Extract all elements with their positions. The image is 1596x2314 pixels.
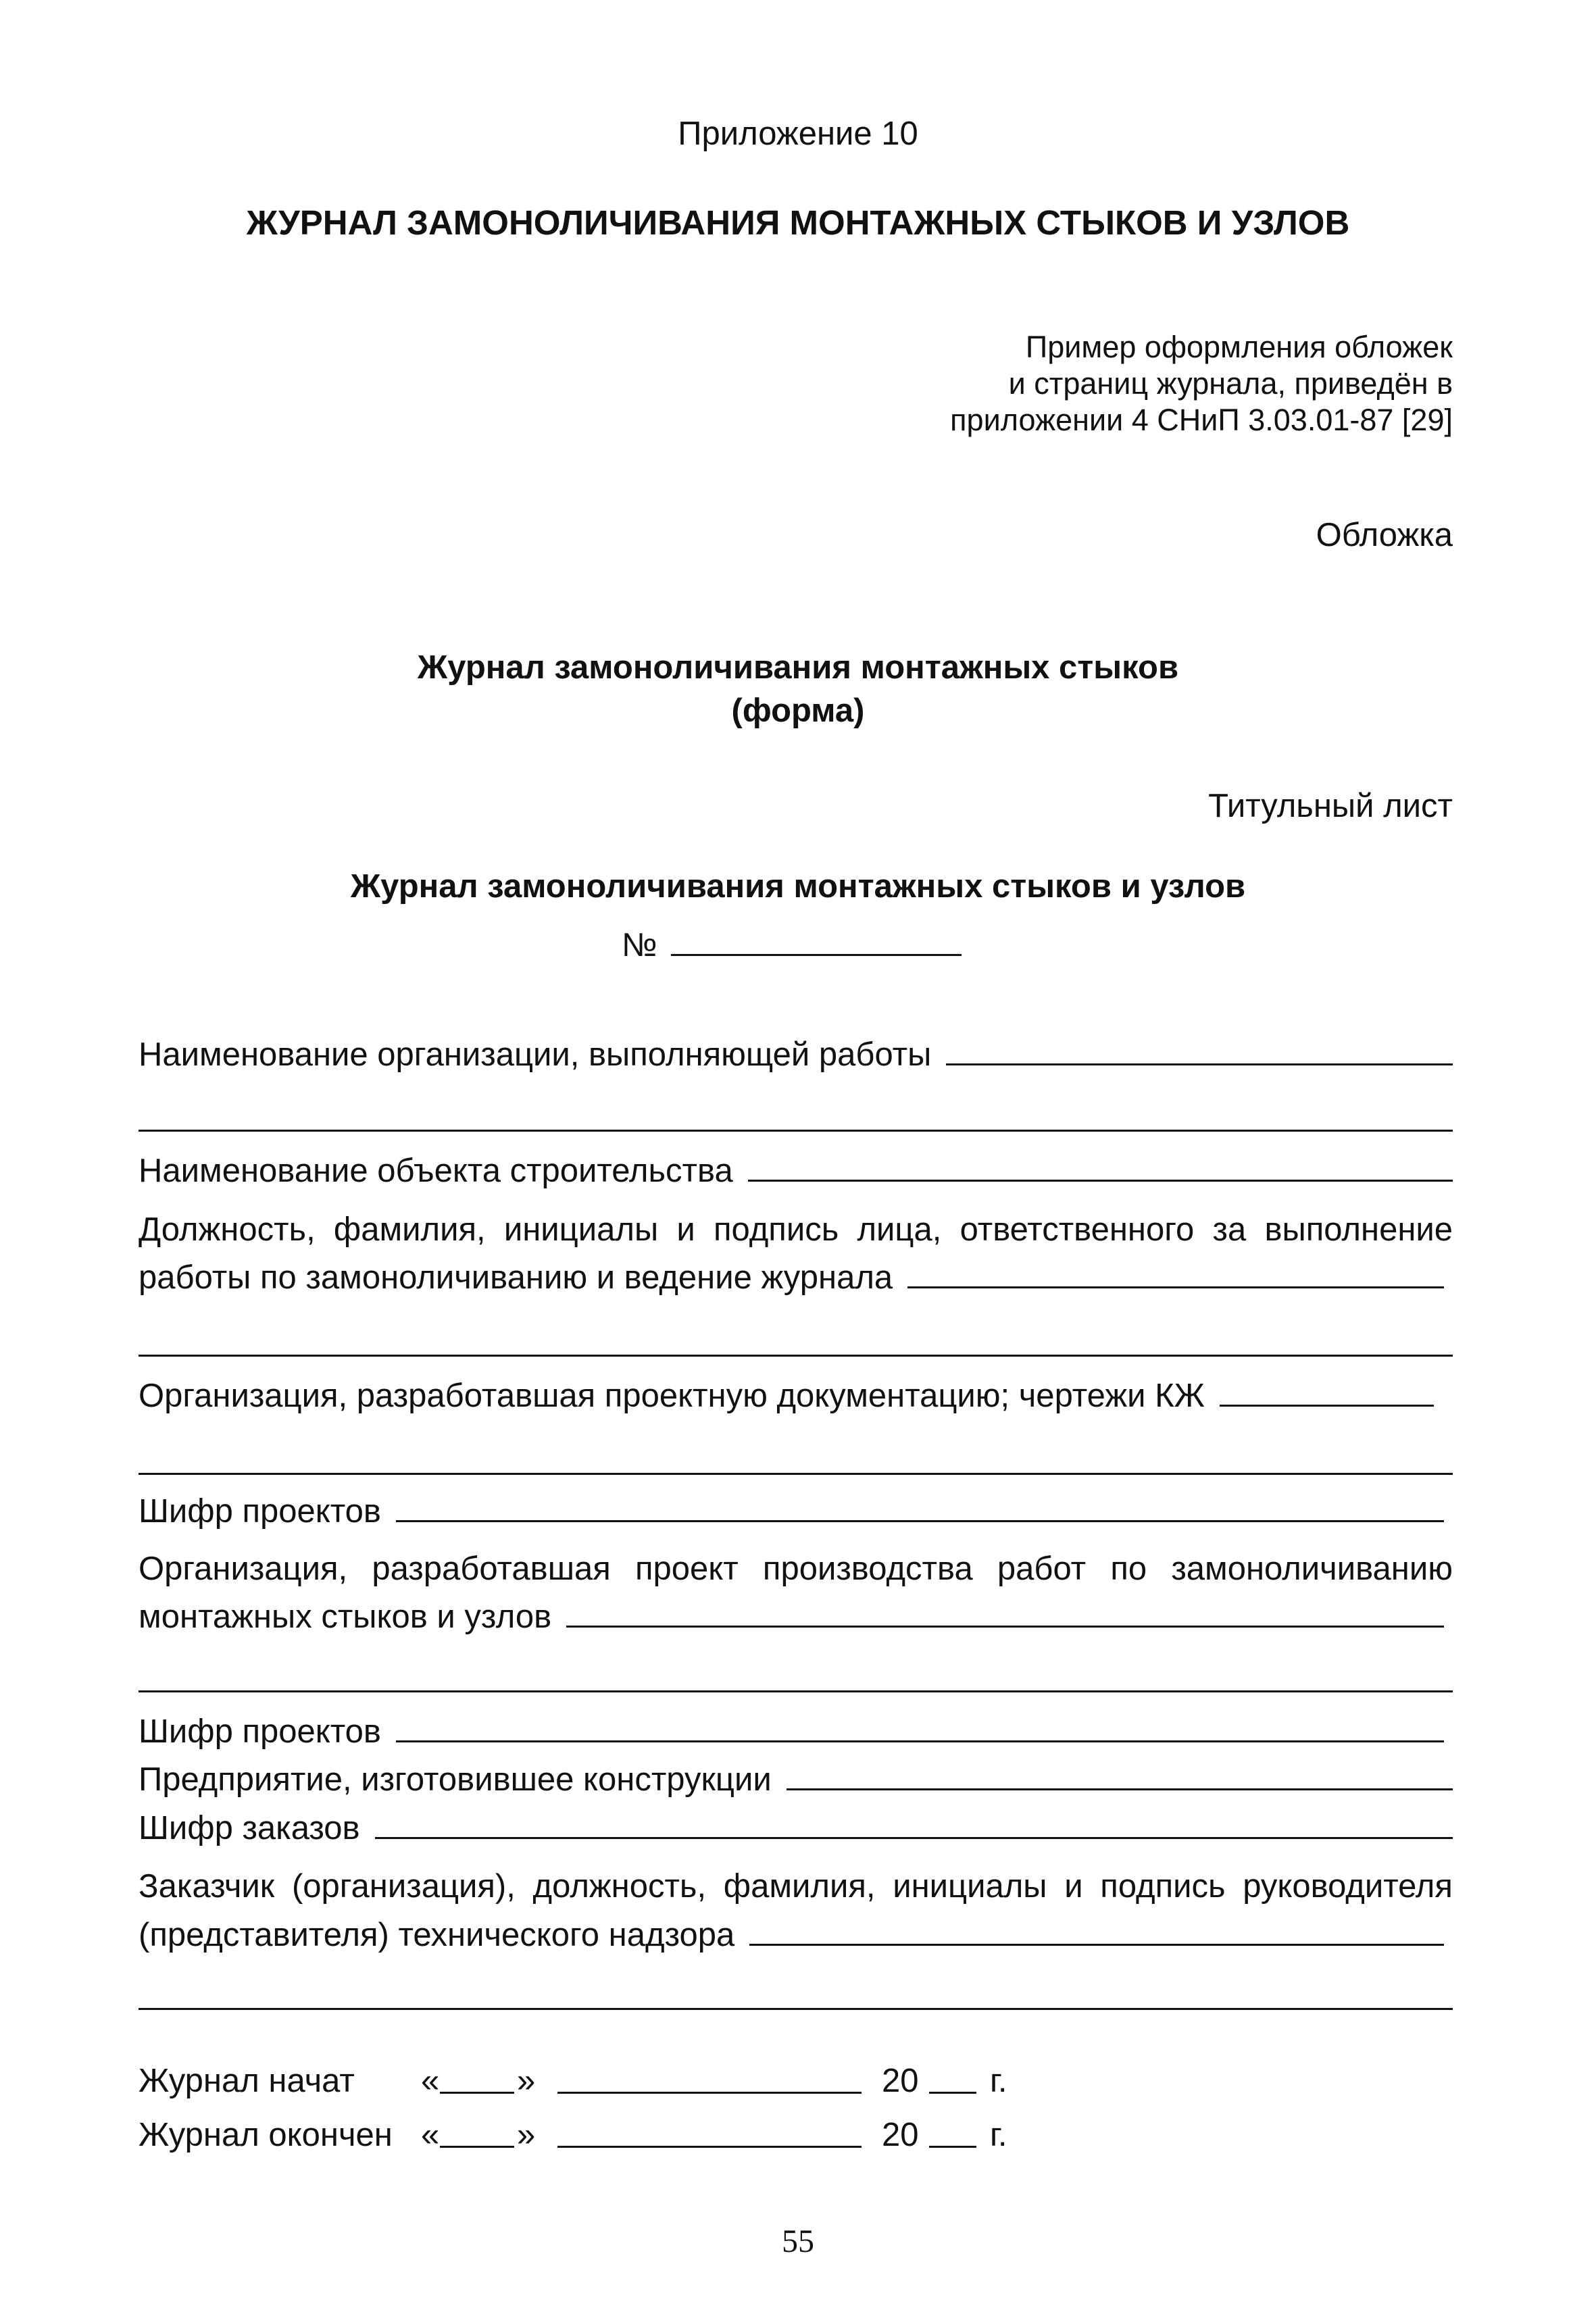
- manufacturer-blank[interactable]: [787, 1759, 1453, 1790]
- close-quote: »: [517, 2117, 536, 2153]
- started-label: Журнал начат: [139, 2063, 355, 2099]
- cover-label: Обложка: [1316, 517, 1453, 553]
- word: по: [1110, 1551, 1147, 1587]
- open-quote: «: [421, 2117, 440, 2153]
- started-month-blank[interactable]: [557, 2061, 862, 2094]
- word: разработавшая: [372, 1551, 611, 1587]
- ppr-org-blank[interactable]: [566, 1596, 1444, 1628]
- customer-line-1: [139, 1866, 1453, 1907]
- word: лица,: [857, 1211, 942, 1248]
- customer-label: (представителя) технического надзора: [139, 1917, 735, 1953]
- word: производства: [762, 1551, 973, 1587]
- manufacturer-label: Предприятие, изготовившее конструкции: [139, 1761, 772, 1798]
- project-code-1-field: [139, 1490, 1444, 1532]
- responsible-line-1: [139, 1209, 1453, 1250]
- number-sign: №: [622, 927, 657, 963]
- design-org-field: [139, 1375, 1434, 1416]
- object-name-field: [139, 1150, 1453, 1191]
- word: Должность,: [139, 1211, 316, 1248]
- note-line-2: и страниц журнала, приведён в: [1008, 366, 1453, 401]
- open-quote: «: [421, 2063, 440, 2099]
- word: и: [1064, 1868, 1083, 1905]
- project-code-1-label: Шифр проектов: [139, 1493, 381, 1530]
- design-org-extra-line[interactable]: [139, 1473, 1453, 1475]
- word: замоноличиванию: [1171, 1551, 1453, 1587]
- responsible-field: [139, 1257, 1444, 1298]
- responsible-blank[interactable]: [907, 1257, 1444, 1288]
- year-suffix: г.: [990, 2063, 1007, 2099]
- journal-finished-row: [139, 2115, 1084, 2155]
- word: работ: [997, 1551, 1087, 1587]
- year-prefix: 20: [882, 2063, 919, 2099]
- word: и: [676, 1211, 695, 1248]
- word: инициалы: [893, 1868, 1047, 1905]
- ppr-org-label: монтажных стыков и узлов: [139, 1599, 552, 1635]
- word: Организация,: [139, 1551, 348, 1587]
- word: Заказчик: [139, 1868, 275, 1905]
- word: подпись: [1100, 1868, 1226, 1905]
- appendix-label: Приложение 10: [678, 116, 918, 152]
- journal-started-row: [139, 2061, 1084, 2101]
- word: ответственного: [959, 1211, 1195, 1248]
- started-year-blank[interactable]: [929, 2061, 976, 2094]
- cover-subtitle: (форма): [731, 693, 865, 729]
- word: проект: [635, 1551, 739, 1587]
- word: за: [1212, 1211, 1247, 1248]
- year-prefix: 20: [882, 2117, 919, 2153]
- ppr-org-extra-line[interactable]: [139, 1690, 1453, 1692]
- word: должность,: [532, 1868, 707, 1905]
- project-code-2-field: [139, 1711, 1444, 1752]
- word: выполнение: [1264, 1211, 1453, 1248]
- ppr-org-line-1: [139, 1549, 1453, 1589]
- note-line-3: приложении 4 СНиП 3.03.01-87 [29]: [950, 403, 1453, 437]
- object-name-blank[interactable]: [748, 1150, 1453, 1182]
- journal-number-field: [622, 924, 962, 965]
- org-performing-blank[interactable]: [946, 1034, 1453, 1065]
- year-suffix: г.: [990, 2117, 1007, 2153]
- word: руководителя: [1243, 1868, 1453, 1905]
- finished-month-blank[interactable]: [557, 2115, 862, 2148]
- finished-label: Журнал окончен: [139, 2117, 393, 2153]
- org-performing-field: [139, 1034, 1453, 1075]
- finished-year-blank[interactable]: [929, 2115, 976, 2148]
- design-org-blank[interactable]: [1220, 1375, 1434, 1407]
- word: инициалы: [503, 1211, 659, 1248]
- order-code-blank[interactable]: [375, 1807, 1453, 1839]
- responsible-extra-line[interactable]: [139, 1355, 1453, 1357]
- project-code-2-label: Шифр проектов: [139, 1713, 381, 1750]
- note-line-1: Пример оформления обложек: [1025, 330, 1453, 364]
- started-day-blank[interactable]: [440, 2061, 514, 2094]
- project-code-2-blank[interactable]: [396, 1711, 1444, 1742]
- responsible-label: работы по замоноличиванию и ведение журнала: [139, 1259, 893, 1296]
- object-name-label: Наименование объекта строительства: [139, 1153, 733, 1189]
- word: фамилия,: [333, 1211, 486, 1248]
- project-code-1-blank[interactable]: [396, 1490, 1444, 1522]
- journal-number-blank[interactable]: [671, 924, 962, 956]
- cover-title: Журнал замоноличивания монтажных стыков: [417, 649, 1179, 686]
- order-code-label: Шифр заказов: [139, 1810, 360, 1846]
- word: подпись: [714, 1211, 839, 1248]
- title-page-title: Журнал замоноличивания монтажных стыков и узлов: [350, 868, 1246, 905]
- page-title: ЖУРНАЛ ЗАМОНОЛИЧИВАНИЯ МОНТАЖНЫХ СТЫКОВ И УЗЛОВ: [246, 203, 1350, 242]
- customer-extra-line[interactable]: [139, 2008, 1453, 2010]
- close-quote: »: [517, 2063, 536, 2099]
- ppr-org-field: [139, 1596, 1444, 1637]
- org-performing-label: Наименование организации, выполняющей работы: [139, 1036, 932, 1073]
- title-page-label: Титульный лист: [1208, 788, 1453, 824]
- word: (организация),: [291, 1868, 516, 1905]
- customer-blank[interactable]: [749, 1914, 1444, 1946]
- manufacturer-field: [139, 1759, 1453, 1800]
- order-code-field: [139, 1807, 1453, 1848]
- customer-field: [139, 1914, 1444, 1955]
- page-number: 55: [782, 2223, 814, 2259]
- org-performing-extra-line[interactable]: [139, 1130, 1453, 1132]
- design-org-label: Организация, разработавшая проектную документацию; чертежи КЖ: [139, 1378, 1205, 1414]
- finished-day-blank[interactable]: [440, 2115, 514, 2148]
- word: фамилия,: [723, 1868, 876, 1905]
